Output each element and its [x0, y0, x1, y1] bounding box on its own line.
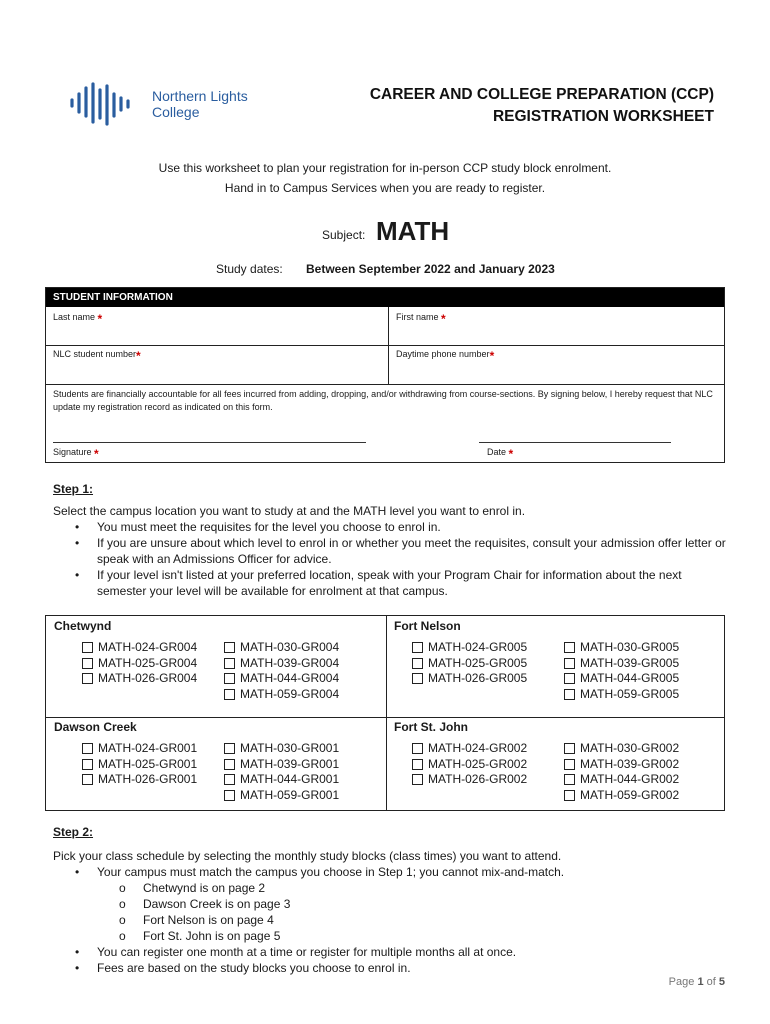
campus-fort-st-john: Fort St. John	[394, 720, 468, 734]
course-option[interactable]: MATH-039-GR004	[224, 656, 339, 672]
page-number: Page 1 of 5	[668, 976, 725, 988]
checkbox[interactable]	[564, 642, 575, 653]
course-option[interactable]: MATH-024-GR005	[412, 640, 527, 656]
signature-line[interactable]	[53, 442, 366, 443]
phone-field[interactable]	[396, 349, 716, 381]
list-item: • Fees are based on the study blocks you choose to enrol in.	[75, 961, 411, 975]
list-item: • If you are unsure about which level to enrol in or whether you meet the requisites, consult your admission offer letter or speak with an Admissions Officer for advice.	[75, 536, 726, 566]
course-option[interactable]: MATH-030-GR005	[564, 640, 679, 656]
step-1-heading: Step 1:	[53, 482, 94, 496]
campus-dawson-creek: Dawson Creek	[54, 720, 137, 734]
course-option[interactable]: MATH-026-GR005	[412, 671, 527, 687]
student-number-field[interactable]	[53, 349, 383, 381]
course-option[interactable]: MATH-059-GR005	[564, 687, 679, 703]
title-line-1: CAREER AND COLLEGE PREPARATION (CCP)	[369, 86, 714, 103]
course-option[interactable]: MATH-024-GR001	[82, 741, 197, 757]
checkbox[interactable]	[224, 774, 235, 785]
required-marker: *	[94, 447, 99, 461]
chetwynd-col-2	[224, 640, 339, 702]
checkbox[interactable]	[224, 790, 235, 801]
intro-line-1: Use this worksheet to plan your registration for in-person CCP study block enrolment.	[158, 161, 612, 175]
required-marker: *	[136, 349, 141, 363]
course-option[interactable]: MATH-026-GR004	[82, 671, 197, 687]
checkbox[interactable]	[564, 774, 575, 785]
logo-line-1: Northern Lights	[152, 88, 248, 104]
campus-chetwynd: Chetwynd	[54, 619, 112, 633]
checkbox[interactable]	[82, 642, 93, 653]
list-item: o Fort St. John is on page 5	[119, 929, 281, 943]
checkbox[interactable]	[564, 673, 575, 684]
checkbox[interactable]	[82, 743, 93, 754]
step-2-text: Pick your class schedule by selecting the monthly study blocks (class times) you want to attend.	[53, 849, 562, 863]
list-item: • If your level isn't listed at your preferred location, speak with your Program Chair for information about the next semester your level will be available for enrolment at that campus.	[75, 568, 682, 598]
course-option[interactable]: MATH-059-GR004	[224, 687, 339, 703]
step-1-text: Select the campus location you want to study at and the MATH level you want to enrol in.	[53, 504, 526, 518]
course-option[interactable]: MATH-026-GR001	[82, 772, 197, 788]
first-name-field[interactable]	[396, 312, 716, 342]
campus-fort-nelson: Fort Nelson	[394, 619, 461, 633]
course-option[interactable]: MATH-025-GR005	[412, 656, 527, 672]
checkbox[interactable]	[564, 658, 575, 669]
fort-nelson-col-2	[564, 640, 679, 702]
list-item: o Fort Nelson is on page 4	[119, 913, 274, 927]
last-name-field[interactable]	[53, 312, 383, 342]
checkbox[interactable]	[82, 658, 93, 669]
dawson-creek-col-2	[224, 741, 339, 803]
checkbox[interactable]	[412, 642, 423, 653]
required-marker: *	[97, 312, 103, 326]
list-item: o Chetwynd is on page 2	[119, 881, 266, 895]
date-line[interactable]	[479, 442, 671, 443]
checkbox[interactable]	[224, 759, 235, 770]
date-label: Date	[487, 447, 507, 457]
last-name-label: Last name	[53, 312, 96, 322]
checkbox[interactable]	[82, 673, 93, 684]
first-name-label: First name	[396, 312, 439, 322]
signature-caption	[53, 447, 99, 461]
list-item: o Dawson Creek is on page 3	[119, 897, 291, 911]
required-marker: *	[489, 349, 495, 363]
dawson-creek-col-1	[82, 741, 197, 788]
checkbox[interactable]	[224, 743, 235, 754]
course-option[interactable]: MATH-030-GR001	[224, 741, 339, 757]
financial-disclaimer: Students are financially accountable for all fees incurred from adding, dropping, and/or withdrawing from course-sections. By signing below, I hereby request that NLC update my registration record as indicated on this form.	[53, 389, 713, 412]
checkbox[interactable]	[224, 642, 235, 653]
course-option[interactable]: MATH-039-GR005	[564, 656, 679, 672]
checkbox[interactable]	[412, 743, 423, 754]
course-option[interactable]: MATH-059-GR001	[224, 788, 339, 804]
checkbox[interactable]	[224, 658, 235, 669]
logo-line-2: College	[152, 104, 200, 120]
course-option[interactable]: MATH-025-GR004	[82, 656, 197, 672]
course-option[interactable]: MATH-044-GR004	[224, 671, 339, 687]
fort-st-john-col-1	[412, 741, 527, 788]
checkbox[interactable]	[412, 673, 423, 684]
course-option[interactable]: MATH-024-GR004	[82, 640, 197, 656]
student-information-heading: STUDENT INFORMATION	[46, 288, 724, 307]
course-option[interactable]: MATH-044-GR002	[564, 772, 679, 788]
checkbox[interactable]	[224, 673, 235, 684]
student-information-section	[45, 287, 725, 463]
course-option[interactable]: MATH-044-GR005	[564, 671, 679, 687]
checkbox[interactable]	[412, 658, 423, 669]
step-1-bullets	[53, 519, 733, 599]
subject-label: Subject:	[322, 228, 366, 242]
checkbox[interactable]	[564, 689, 575, 700]
list-item: • You can register one month at a time or register for multiple months all at once.	[75, 945, 517, 959]
step-2-heading: Step 2:	[53, 825, 94, 839]
list-item: • You must meet the requisites for the level you choose to enrol in.	[75, 520, 441, 534]
step-2-bullets	[53, 864, 733, 976]
course-option[interactable]: MATH-030-GR002	[564, 741, 679, 757]
fort-nelson-col-1	[412, 640, 527, 687]
title-line-2: REGISTRATION WORKSHEET	[492, 108, 714, 125]
study-dates-value: Between September 2022 and January 2023	[306, 262, 555, 276]
checkbox[interactable]	[564, 790, 575, 801]
course-option[interactable]: MATH-030-GR004	[224, 640, 339, 656]
phone-label: Daytime phone number	[396, 349, 490, 359]
course-option[interactable]: MATH-025-GR002	[412, 757, 527, 773]
checkbox[interactable]	[82, 774, 93, 785]
course-option[interactable]: MATH-024-GR002	[412, 741, 527, 757]
subject-value: MATH	[376, 216, 450, 246]
signature-label: Signature	[53, 447, 92, 457]
required-marker: *	[508, 447, 514, 461]
course-option[interactable]: MATH-039-GR002	[564, 757, 679, 773]
course-option[interactable]: MATH-025-GR001	[82, 757, 197, 773]
checkbox[interactable]	[82, 759, 93, 770]
date-caption	[487, 447, 513, 461]
course-option[interactable]: MATH-059-GR002	[564, 788, 679, 804]
checkbox[interactable]	[224, 689, 235, 700]
page-title	[370, 84, 714, 128]
study-dates-label: Study dates:	[216, 262, 283, 276]
course-option[interactable]: MATH-039-GR001	[224, 757, 339, 773]
chetwynd-col-1	[82, 640, 197, 687]
checkbox[interactable]	[412, 774, 423, 785]
course-option[interactable]: MATH-044-GR001	[224, 772, 339, 788]
student-number-label: NLC student number	[53, 349, 137, 359]
campus-selection-table	[45, 615, 725, 811]
checkbox[interactable]	[564, 759, 575, 770]
checkbox[interactable]	[564, 743, 575, 754]
intro-line-2: Hand in to Campus Services when you are ready to register.	[224, 181, 546, 195]
checkbox[interactable]	[412, 759, 423, 770]
course-option[interactable]: MATH-026-GR002	[412, 772, 527, 788]
list-item: • Your campus must match the campus you choose in Step 1; you cannot mix-and-match.	[75, 865, 565, 879]
fort-st-john-col-2	[564, 741, 679, 803]
college-name	[152, 88, 248, 120]
required-marker: *	[441, 312, 446, 326]
